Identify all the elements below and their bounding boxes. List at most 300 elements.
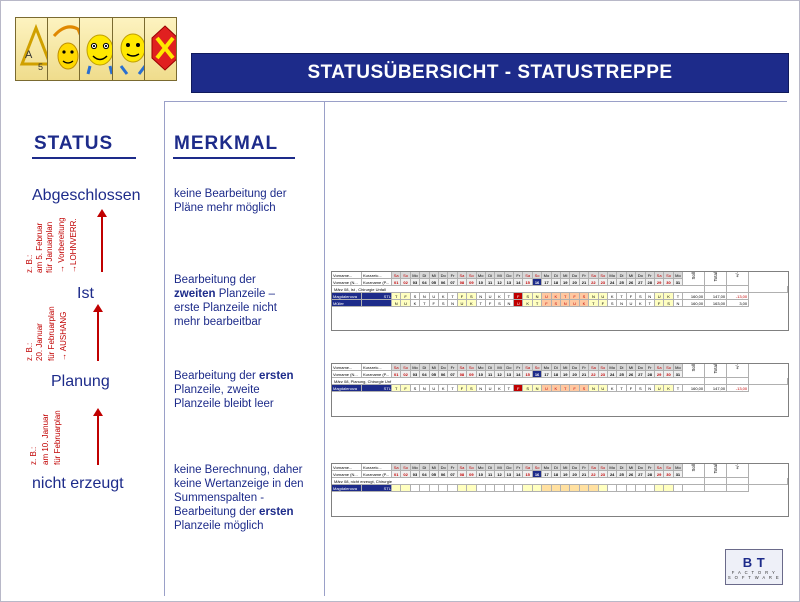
sum-spacer-cell bbox=[727, 371, 749, 378]
employee-name-cell[interactable]: Magdalenova bbox=[332, 293, 362, 300]
shift-cell[interactable]: S bbox=[495, 300, 504, 307]
employee-name-cell[interactable]: Müller bbox=[332, 300, 362, 307]
shift-cell[interactable]: N bbox=[505, 300, 514, 307]
shift-cell[interactable]: T bbox=[392, 385, 401, 392]
date-cell[interactable]: 15 bbox=[523, 471, 532, 478]
date-cell[interactable]: 12 bbox=[495, 471, 504, 478]
schedule-employee-row[interactable] bbox=[332, 385, 788, 392]
date-cell[interactable]: 12 bbox=[495, 371, 504, 378]
weekday-cell: Fr bbox=[580, 272, 589, 279]
weekday-cell: Mo bbox=[411, 464, 420, 471]
shift-cell[interactable]: U bbox=[655, 385, 664, 392]
logo-icon-5 bbox=[145, 18, 176, 80]
shift-cell[interactable] bbox=[646, 485, 655, 492]
date-cell[interactable]: 24 bbox=[608, 371, 617, 378]
shift-cell[interactable]: T bbox=[674, 385, 683, 392]
weekday-cell: Do bbox=[570, 272, 579, 279]
date-cell[interactable]: 19 bbox=[561, 371, 570, 378]
employee-code-cell[interactable]: STL bbox=[362, 385, 392, 392]
sum-column-header: +/- bbox=[727, 364, 749, 392]
shift-cell[interactable] bbox=[439, 485, 448, 492]
date-cell[interactable]: 29 bbox=[655, 471, 664, 478]
date-cell[interactable]: 03 bbox=[411, 279, 420, 286]
shift-cell[interactable] bbox=[467, 485, 476, 492]
page-title-text: STATUSÜBERSICHT - STATUSTREPPE bbox=[307, 62, 673, 83]
merkmal-line: Pläne mehr möglich bbox=[174, 202, 276, 214]
weekday-cell: Fr bbox=[646, 272, 655, 279]
shift-cell[interactable]: U bbox=[570, 300, 579, 307]
shift-cell[interactable]: K bbox=[467, 300, 476, 307]
shift-cell[interactable]: K bbox=[608, 293, 617, 300]
date-cell[interactable]: 31 bbox=[674, 279, 683, 286]
shift-cell[interactable]: F bbox=[514, 293, 523, 300]
date-cell[interactable]: 08 bbox=[458, 371, 467, 378]
date-cell[interactable]: 07 bbox=[448, 279, 457, 286]
merkmal-emphasis: ersten bbox=[259, 506, 294, 518]
shift-cell[interactable] bbox=[401, 485, 410, 492]
date-cell[interactable]: 30 bbox=[664, 471, 673, 478]
shift-cell[interactable]: U bbox=[627, 300, 636, 307]
shift-cell[interactable]: N bbox=[420, 293, 429, 300]
sum-column-header: Total bbox=[705, 272, 727, 300]
shift-cell[interactable]: N bbox=[533, 293, 542, 300]
shift-cell[interactable]: F bbox=[430, 300, 439, 307]
weekday-cell: Fr bbox=[448, 464, 457, 471]
schedule-screenshot-planung[interactable] bbox=[331, 363, 789, 417]
weekday-cell: Mo bbox=[542, 364, 551, 371]
shift-cell[interactable]: U bbox=[542, 293, 551, 300]
annotation-ist-2: 20. Januar bbox=[35, 323, 44, 361]
date-cell[interactable]: 04 bbox=[420, 471, 429, 478]
date-cell[interactable]: 26 bbox=[627, 471, 636, 478]
weekday-cell: Mi bbox=[627, 272, 636, 279]
shift-cell[interactable]: S bbox=[580, 293, 589, 300]
date-cell[interactable]: 14 bbox=[514, 471, 523, 478]
shift-cell[interactable]: F bbox=[570, 293, 579, 300]
shift-cell[interactable]: U bbox=[655, 293, 664, 300]
shift-cell[interactable]: F bbox=[401, 293, 410, 300]
date-cell[interactable]: 20 bbox=[570, 279, 579, 286]
shift-cell[interactable]: N bbox=[477, 293, 486, 300]
date-cell[interactable]: 03 bbox=[411, 371, 420, 378]
shift-cell[interactable] bbox=[495, 485, 504, 492]
shift-cell[interactable]: F bbox=[655, 300, 664, 307]
shift-cell[interactable]: U bbox=[599, 385, 608, 392]
shift-cell[interactable]: K bbox=[608, 385, 617, 392]
shift-cell[interactable]: U bbox=[514, 300, 523, 307]
shift-cell[interactable]: S bbox=[467, 385, 476, 392]
date-cell[interactable]: 02 bbox=[401, 279, 410, 286]
weekday-cell: Sa bbox=[392, 464, 401, 471]
merkmal-planung bbox=[174, 369, 324, 411]
logo-icon-1 bbox=[16, 18, 48, 80]
shift-cell[interactable] bbox=[448, 485, 457, 492]
svg-text:A: A bbox=[25, 49, 33, 61]
date-cell[interactable]: 02 bbox=[401, 471, 410, 478]
shift-cell[interactable] bbox=[458, 485, 467, 492]
date-cell[interactable]: 25 bbox=[617, 371, 626, 378]
shift-cell[interactable]: T bbox=[533, 300, 542, 307]
date-cell[interactable]: 27 bbox=[636, 279, 645, 286]
shift-cell[interactable]: F bbox=[627, 385, 636, 392]
shift-cell[interactable] bbox=[533, 485, 542, 492]
shift-cell[interactable]: S bbox=[552, 300, 561, 307]
merkmal-line: Summenspalten - bbox=[174, 492, 265, 504]
shift-cell[interactable] bbox=[599, 485, 608, 492]
shift-cell[interactable]: K bbox=[439, 293, 448, 300]
weekday-cell: Mo bbox=[674, 364, 683, 371]
date-cell[interactable]: 09 bbox=[467, 371, 476, 378]
date-cell[interactable]: 25 bbox=[617, 279, 626, 286]
soll-value bbox=[683, 485, 705, 492]
date-cell[interactable]: 27 bbox=[636, 471, 645, 478]
merkmal-line: zweiten Planzeile – bbox=[174, 288, 276, 300]
shift-cell[interactable]: T bbox=[617, 385, 626, 392]
shift-cell[interactable]: K bbox=[411, 300, 420, 307]
date-cell[interactable]: 19 bbox=[561, 279, 570, 286]
date-cell[interactable]: 14 bbox=[514, 279, 523, 286]
shift-cell[interactable]: U bbox=[401, 300, 410, 307]
shift-cell[interactable]: S bbox=[580, 385, 589, 392]
merkmal-line: mehr bearbeitbar bbox=[174, 316, 262, 328]
column-header-vorname: Vorname... bbox=[332, 272, 362, 279]
date-cell[interactable]: 16 bbox=[533, 279, 542, 286]
shift-cell[interactable]: U bbox=[430, 293, 439, 300]
date-cell[interactable]: 26 bbox=[627, 371, 636, 378]
shift-cell[interactable]: U bbox=[599, 293, 608, 300]
shift-cell[interactable]: T bbox=[505, 293, 514, 300]
sum-column-header: Soll bbox=[683, 272, 705, 300]
shift-cell[interactable]: N bbox=[589, 293, 598, 300]
date-cell[interactable]: 19 bbox=[561, 471, 570, 478]
weekday-cell: Sa bbox=[523, 272, 532, 279]
shift-cell[interactable] bbox=[477, 485, 486, 492]
shift-cell[interactable] bbox=[617, 485, 626, 492]
shift-cell[interactable]: N bbox=[646, 293, 655, 300]
date-cell[interactable]: 09 bbox=[467, 471, 476, 478]
weekday-cell: Fr bbox=[580, 364, 589, 371]
shift-cell[interactable]: T bbox=[392, 293, 401, 300]
date-cell[interactable]: 18 bbox=[552, 371, 561, 378]
weekday-cell: Sa bbox=[392, 364, 401, 371]
date-cell[interactable]: 10 bbox=[477, 371, 486, 378]
status-label-nicht-erzeugt: nicht erzeugt bbox=[32, 475, 124, 492]
date-cell[interactable]: 01 bbox=[392, 471, 401, 478]
date-cell[interactable]: 22 bbox=[589, 471, 598, 478]
shift-cell[interactable]: S bbox=[523, 385, 532, 392]
sum-column-header: Soll bbox=[683, 364, 705, 392]
shift-cell[interactable] bbox=[636, 485, 645, 492]
shift-cell[interactable]: T bbox=[420, 300, 429, 307]
shift-cell[interactable]: U bbox=[458, 300, 467, 307]
shift-cell[interactable] bbox=[561, 485, 570, 492]
date-cell[interactable]: 06 bbox=[439, 279, 448, 286]
date-cell[interactable]: 05 bbox=[430, 371, 439, 378]
shift-cell[interactable]: N bbox=[477, 385, 486, 392]
shift-cell[interactable]: T bbox=[448, 293, 457, 300]
schedule-screenshot-nicht-erzeugt[interactable] bbox=[331, 463, 789, 517]
shift-cell[interactable]: T bbox=[561, 293, 570, 300]
shift-cell[interactable]: F bbox=[599, 300, 608, 307]
schedule-employee-row[interactable] bbox=[332, 485, 788, 492]
shift-cell[interactable]: T bbox=[589, 300, 598, 307]
weekday-cell: Mo bbox=[542, 464, 551, 471]
date-cell[interactable]: 30 bbox=[664, 279, 673, 286]
date-cell[interactable]: 21 bbox=[580, 371, 589, 378]
footer-logo bbox=[725, 549, 783, 585]
shift-cell[interactable]: K bbox=[523, 300, 532, 307]
shift-cell[interactable]: K bbox=[439, 385, 448, 392]
date-cell[interactable]: 17 bbox=[542, 371, 551, 378]
date-cell[interactable]: 31 bbox=[674, 471, 683, 478]
shift-cell[interactable] bbox=[420, 485, 429, 492]
shift-cell[interactable]: T bbox=[505, 385, 514, 392]
date-cell[interactable]: 01 bbox=[392, 371, 401, 378]
date-cell[interactable]: 10 bbox=[477, 471, 486, 478]
weekday-cell: So bbox=[467, 364, 476, 371]
date-cell[interactable]: 30 bbox=[664, 371, 673, 378]
weekday-cell: Sa bbox=[392, 272, 401, 279]
date-cell[interactable]: 21 bbox=[580, 471, 589, 478]
shift-cell[interactable] bbox=[580, 485, 589, 492]
date-cell[interactable]: 27 bbox=[636, 371, 645, 378]
shift-cell[interactable] bbox=[608, 485, 617, 492]
shift-cell[interactable]: T bbox=[477, 300, 486, 307]
date-cell[interactable]: 15 bbox=[523, 371, 532, 378]
schedule-screenshot-ist[interactable] bbox=[331, 271, 789, 331]
shift-cell[interactable]: K bbox=[495, 293, 504, 300]
date-cell[interactable]: 07 bbox=[448, 471, 457, 478]
weekday-cell: Mo bbox=[411, 272, 420, 279]
date-cell[interactable]: 13 bbox=[505, 371, 514, 378]
date-cell[interactable]: 24 bbox=[608, 279, 617, 286]
shift-cell[interactable] bbox=[486, 485, 495, 492]
date-cell[interactable]: 16 bbox=[533, 471, 542, 478]
sum-column-header: +/- bbox=[727, 464, 749, 492]
shift-cell[interactable]: S bbox=[636, 293, 645, 300]
weekday-cell: Sa bbox=[523, 464, 532, 471]
column-header-merkmal: MERKMAL bbox=[174, 133, 279, 154]
weekday-cell: Mo bbox=[477, 272, 486, 279]
date-cell[interactable]: 01 bbox=[392, 279, 401, 286]
date-cell[interactable]: 28 bbox=[646, 471, 655, 478]
shift-cell[interactable]: F bbox=[627, 293, 636, 300]
date-cell[interactable]: 25 bbox=[617, 471, 626, 478]
date-cell[interactable]: 28 bbox=[646, 279, 655, 286]
date-cell[interactable]: 03 bbox=[411, 471, 420, 478]
date-cell[interactable]: 08 bbox=[458, 279, 467, 286]
weekday-cell: So bbox=[599, 464, 608, 471]
shift-cell[interactable]: N bbox=[646, 385, 655, 392]
diff-value: -13,00 bbox=[727, 293, 749, 300]
schedule-employee-row[interactable] bbox=[332, 293, 788, 300]
shift-cell[interactable]: N bbox=[533, 385, 542, 392]
shift-cell[interactable]: F bbox=[401, 385, 410, 392]
shift-cell[interactable]: F bbox=[486, 300, 495, 307]
date-cell[interactable]: 22 bbox=[589, 279, 598, 286]
date-cell[interactable]: 26 bbox=[627, 279, 636, 286]
shift-cell[interactable]: T bbox=[646, 300, 655, 307]
shift-cell[interactable]: K bbox=[636, 300, 645, 307]
date-cell[interactable]: 06 bbox=[439, 471, 448, 478]
date-cell[interactable]: 15 bbox=[523, 279, 532, 286]
date-cell[interactable]: 17 bbox=[542, 471, 551, 478]
shift-cell[interactable]: S bbox=[411, 385, 420, 392]
shift-cell[interactable]: T bbox=[617, 293, 626, 300]
shift-cell[interactable]: F bbox=[458, 293, 467, 300]
date-cell[interactable]: 02 bbox=[401, 371, 410, 378]
date-cell[interactable]: 17 bbox=[542, 279, 551, 286]
date-cell[interactable]: 04 bbox=[420, 371, 429, 378]
shift-cell[interactable]: N bbox=[420, 385, 429, 392]
date-cell[interactable]: 09 bbox=[467, 279, 476, 286]
shift-cell[interactable] bbox=[523, 485, 532, 492]
employee-code-cell[interactable] bbox=[362, 300, 392, 307]
date-cell[interactable]: 05 bbox=[430, 471, 439, 478]
shift-cell[interactable]: K bbox=[580, 300, 589, 307]
shift-cell[interactable] bbox=[570, 485, 579, 492]
shift-cell[interactable] bbox=[542, 485, 551, 492]
shift-cell[interactable]: K bbox=[552, 293, 561, 300]
shift-cell[interactable] bbox=[664, 485, 673, 492]
merkmal-head-underline bbox=[173, 157, 295, 159]
shift-cell[interactable]: N bbox=[561, 300, 570, 307]
date-cell[interactable]: 13 bbox=[505, 279, 514, 286]
shift-cell[interactable]: N bbox=[448, 300, 457, 307]
date-cell[interactable]: 12 bbox=[495, 279, 504, 286]
shift-cell[interactable] bbox=[392, 485, 401, 492]
date-cell[interactable]: 23 bbox=[599, 371, 608, 378]
page-title bbox=[191, 53, 789, 93]
shift-cell[interactable]: F bbox=[458, 385, 467, 392]
date-cell[interactable]: 06 bbox=[439, 371, 448, 378]
date-cell[interactable]: 14 bbox=[514, 371, 523, 378]
weekday-cell: Do bbox=[505, 364, 514, 371]
shift-cell[interactable]: N bbox=[674, 300, 683, 307]
shift-cell[interactable]: T bbox=[561, 385, 570, 392]
date-cell[interactable]: 05 bbox=[430, 279, 439, 286]
shift-cell[interactable]: N bbox=[392, 300, 401, 307]
date-cell[interactable]: 04 bbox=[420, 279, 429, 286]
shift-cell[interactable]: N bbox=[589, 385, 598, 392]
shift-cell[interactable]: T bbox=[448, 385, 457, 392]
date-cell[interactable]: 28 bbox=[646, 371, 655, 378]
brand-logo-strip bbox=[15, 17, 177, 81]
shift-cell[interactable] bbox=[674, 485, 683, 492]
shift-cell[interactable]: U bbox=[486, 385, 495, 392]
date-cell[interactable]: 11 bbox=[486, 371, 495, 378]
weekday-cell: Mi bbox=[430, 364, 439, 371]
date-cell[interactable]: 10 bbox=[477, 279, 486, 286]
shift-cell[interactable] bbox=[589, 485, 598, 492]
shift-cell[interactable]: T bbox=[674, 293, 683, 300]
weekday-cell: Di bbox=[617, 364, 626, 371]
date-cell[interactable]: 07 bbox=[448, 371, 457, 378]
shift-cell[interactable]: K bbox=[664, 385, 673, 392]
date-cell[interactable]: 23 bbox=[599, 471, 608, 478]
shift-cell[interactable]: S bbox=[439, 300, 448, 307]
shift-cell[interactable]: S bbox=[608, 300, 617, 307]
employee-code-cell[interactable]: STL bbox=[362, 293, 392, 300]
shift-cell[interactable]: U bbox=[542, 385, 551, 392]
date-cell[interactable]: 31 bbox=[674, 371, 683, 378]
shift-cell[interactable]: F bbox=[570, 385, 579, 392]
shift-cell[interactable]: K bbox=[552, 385, 561, 392]
employee-name-cell[interactable]: Magdalenova bbox=[332, 385, 362, 392]
status-label-abgeschlossen: Abgeschlossen bbox=[32, 187, 141, 204]
weekday-cell: Di bbox=[486, 272, 495, 279]
date-cell[interactable]: 29 bbox=[655, 279, 664, 286]
weekday-cell: So bbox=[467, 272, 476, 279]
schedule-weekday-row bbox=[332, 364, 788, 374]
shift-cell[interactable]: F bbox=[542, 300, 551, 307]
shift-cell[interactable] bbox=[505, 485, 514, 492]
schedule-subtitle: März 08, nicht erzeugt, Chirurgie bbox=[332, 478, 788, 485]
date-cell[interactable]: 11 bbox=[486, 471, 495, 478]
weekday-cell: Mi bbox=[561, 364, 570, 371]
date-cell[interactable]: 08 bbox=[458, 471, 467, 478]
shift-cell[interactable]: K bbox=[495, 385, 504, 392]
shift-cell[interactable] bbox=[655, 485, 664, 492]
shift-cell[interactable]: U bbox=[486, 293, 495, 300]
employee-name-cell[interactable]: Magdalenova bbox=[332, 485, 362, 492]
shift-cell[interactable] bbox=[552, 485, 561, 492]
merkmal-ist bbox=[174, 273, 324, 329]
column-subheader-vorname: Vorname (N... bbox=[332, 279, 362, 286]
sum-spacer-cell bbox=[727, 471, 749, 478]
shift-cell[interactable]: F bbox=[514, 385, 523, 392]
date-cell[interactable]: 29 bbox=[655, 371, 664, 378]
date-cell[interactable]: 23 bbox=[599, 279, 608, 286]
shift-cell[interactable]: K bbox=[664, 293, 673, 300]
annotation-ist-4: → AUSHANG bbox=[59, 311, 68, 361]
schedule-subtitle-row bbox=[332, 378, 788, 385]
shift-cell[interactable] bbox=[411, 485, 420, 492]
date-cell[interactable]: 18 bbox=[552, 279, 561, 286]
shift-cell[interactable]: U bbox=[430, 385, 439, 392]
shift-cell[interactable] bbox=[627, 485, 636, 492]
soll-value: 160,00 bbox=[683, 385, 705, 392]
employee-code-cell[interactable]: STL bbox=[362, 485, 392, 492]
shift-cell[interactable]: S bbox=[467, 293, 476, 300]
sum-spacer-cell bbox=[727, 279, 749, 286]
shift-cell[interactable] bbox=[430, 485, 439, 492]
date-cell[interactable]: 16 bbox=[533, 371, 542, 378]
shift-cell[interactable]: S bbox=[636, 385, 645, 392]
date-cell[interactable]: 22 bbox=[589, 371, 598, 378]
diff-value: -13,00 bbox=[727, 385, 749, 392]
date-cell[interactable]: 18 bbox=[552, 471, 561, 478]
schedule-employee-row[interactable] bbox=[332, 300, 788, 307]
schedule-subtitle: März 08, Planung, Chirurgie Unf bbox=[332, 378, 788, 385]
weekday-cell: So bbox=[664, 364, 673, 371]
schedule-weekday-row bbox=[332, 464, 788, 474]
shift-cell[interactable]: N bbox=[617, 300, 626, 307]
date-cell[interactable]: 11 bbox=[486, 279, 495, 286]
date-cell[interactable]: 21 bbox=[580, 279, 589, 286]
date-cell[interactable]: 20 bbox=[570, 471, 579, 478]
column-subheader-vorname: Vorname (N... bbox=[332, 371, 362, 378]
weekday-cell: Do bbox=[439, 464, 448, 471]
weekday-cell: So bbox=[467, 464, 476, 471]
shift-cell[interactable] bbox=[514, 485, 523, 492]
shift-cell[interactable]: S bbox=[664, 300, 673, 307]
date-cell[interactable]: 13 bbox=[505, 471, 514, 478]
date-cell[interactable]: 24 bbox=[608, 471, 617, 478]
date-cell[interactable]: 20 bbox=[570, 371, 579, 378]
shift-cell[interactable]: S bbox=[411, 293, 420, 300]
shift-cell[interactable]: S bbox=[523, 293, 532, 300]
